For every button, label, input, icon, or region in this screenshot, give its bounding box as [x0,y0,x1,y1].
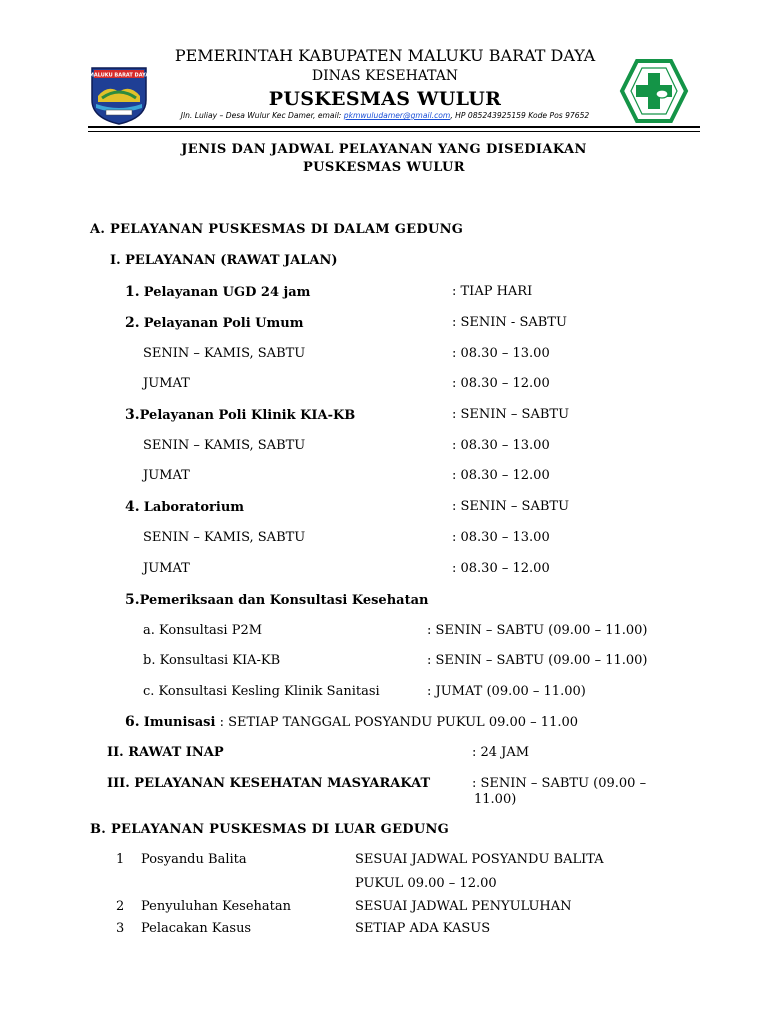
table-row-number: 3 [116,921,125,936]
rawat-inap-value: : 24 JAM [472,745,530,760]
list-item: 5.Pemeriksaan dan Konsultasi Kesehatan [125,592,429,608]
rawat-inap-heading: II. RAWAT INAP [107,745,224,760]
rawat-jalan-heading: I. PELAYANAN (RAWAT JALAN) [110,253,338,268]
list-item: 3.Pelayanan Poli Klinik KIA-KB [125,407,356,423]
schedule-hours: : 08.30 – 13.00 [452,530,550,545]
list-item-value: : SENIN – SABTU [452,499,570,514]
puskesmas-cross-logo [619,58,689,124]
table-row-schedule-cont: PUKUL 09.00 – 12.00 [355,876,497,891]
community-health-value-cont: 11.00) [474,792,517,807]
table-row-schedule: SESUAI JADWAL PENYULUHAN [355,899,572,914]
list-item: 6. Imunisasi : SETIAP TANGGAL POSYANDU PUKUL 09.00 – 11.00 [125,714,579,730]
schedule-days: JUMAT [143,468,190,483]
table-row-name: Penyuluhan Kesehatan [141,899,291,914]
address-prefix: Jln. Luliay – Desa Wulur Kec Damer, email: [180,111,344,120]
schedule-days: SENIN – KAMIS, SABTU [143,346,306,361]
community-health-value: : SENIN – SABTU (09.00 – [472,776,647,791]
table-row-number: 2 [116,899,125,914]
schedule-days: JUMAT [143,561,190,576]
emblem-banner-text: MALUKU BARAT DAYA [88,72,150,79]
letterhead-thick-rule [88,126,700,128]
schedule-hours: : 08.30 – 13.00 [452,346,550,361]
table-row-schedule: SETIAP ADA KASUS [355,921,491,936]
schedule-days: JUMAT [143,376,190,391]
schedule-hours: : 08.30 – 13.00 [452,438,550,453]
email-link[interactable]: pkmwuludamer@gmail.com [343,111,451,120]
table-row-number: 1 [116,852,125,867]
table-row-name: Pelacakan Kasus [141,921,252,936]
letterhead-department: DINAS KESEHATAN [311,68,459,84]
consultation-schedule: : SENIN – SABTU (09.00 – 11.00) [427,623,648,638]
section-b-heading: B. PELAYANAN PUSKESMAS DI LUAR GEDUNG [90,822,450,837]
list-item-value: : SENIN – SABTU [452,407,570,422]
letterhead-address [150,111,620,120]
list-item-value: : TIAP HARI [452,284,533,299]
document-title: JENIS DAN JADWAL PELAYANAN YANG DISEDIAKAN [181,142,587,157]
schedule-days: SENIN – KAMIS, SABTU [143,530,306,545]
community-health-heading: III. PELAYANAN KESEHATAN MASYARAKAT [107,776,431,791]
schedule-hours: : 08.30 – 12.00 [452,561,550,576]
regency-emblem-logo [88,64,150,126]
table-row-name: Posyandu Balita [141,852,247,867]
consultation-label: b. Konsultasi KIA-KB [143,653,281,668]
consultation-label: a. Konsultasi P2M [143,623,263,638]
letterhead-puskesmas: PUSKESMAS WULUR [268,88,502,110]
letterhead-thin-rule [88,131,700,132]
table-row-schedule: SESUAI JADWAL POSYANDU BALITA [355,852,604,867]
consultation-schedule: : SENIN – SABTU (09.00 – 11.00) [427,653,648,668]
section-a-heading: A. PELAYANAN PUSKESMAS DI DALAM GEDUNG [90,222,464,237]
consultation-schedule: : JUMAT (09.00 – 11.00) [427,684,586,699]
address-suffix: , HP 085243925159 Kode Pos 97652 [450,111,590,120]
list-item-value: : SENIN - SABTU [452,315,567,330]
schedule-hours: : 08.30 – 12.00 [452,468,550,483]
schedule-days: SENIN – KAMIS, SABTU [143,438,306,453]
schedule-hours: : 08.30 – 12.00 [452,376,550,391]
consultation-label: c. Konsultasi Kesling Klinik Sanitasi [143,684,380,699]
document-subtitle: PUSKESMAS WULUR [303,160,465,175]
letterhead-government: PEMERINTAH KABUPATEN MALUKU BARAT DAYA [174,46,596,65]
list-item: 4. Laboratorium [125,499,245,515]
list-item: 2. Pelayanan Poli Umum [125,315,304,331]
list-item: 1. Pelayanan UGD 24 jam [125,284,311,300]
